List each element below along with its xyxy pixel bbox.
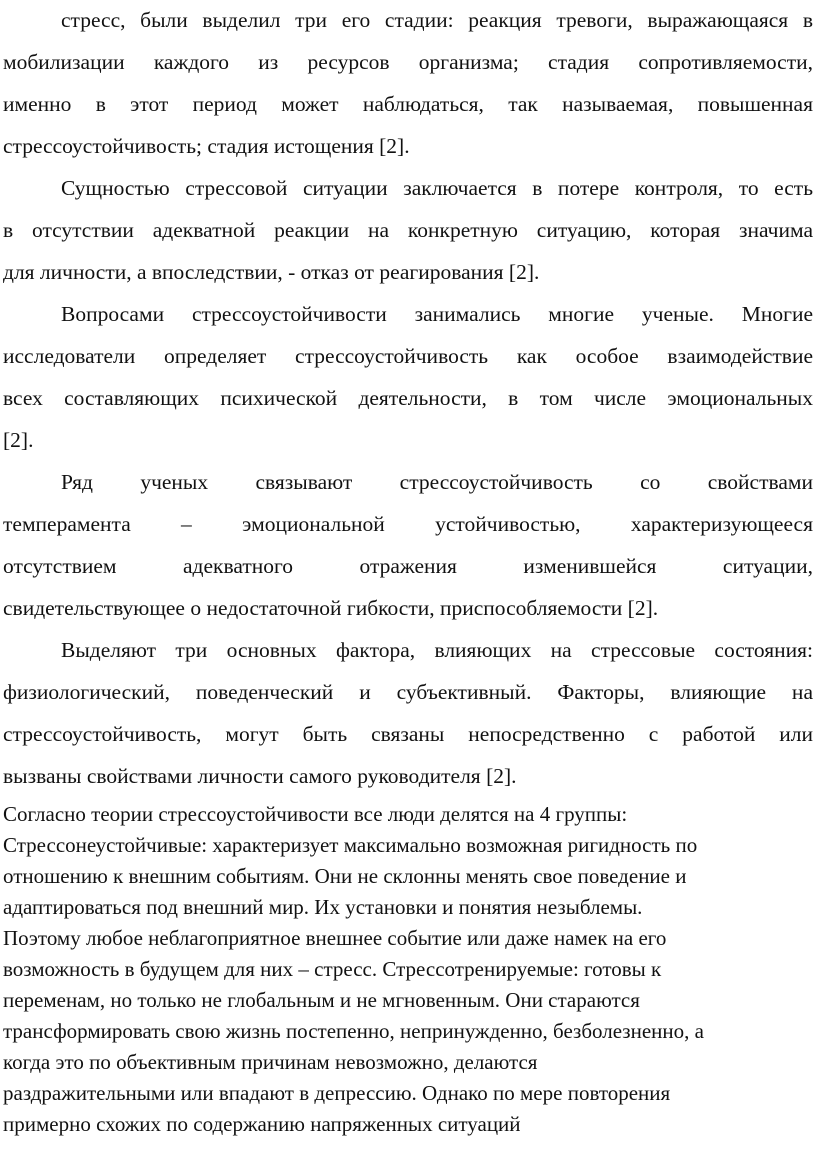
text-line: стрессоустойчивость; стадия истощения [2]. xyxy=(3,134,410,158)
text-line: физиологический, поведенческий и субъективный. Факторы, влияющие на xyxy=(3,680,813,704)
text-line: когда это по объективным причинам невозможно, делаются xyxy=(3,1050,538,1074)
text-line: Поэтому любое неблагоприятное внешнее событие или даже намек на его xyxy=(3,926,667,950)
text-line: всех составляющих психической деятельности, в том числе эмоциональных xyxy=(3,386,813,410)
text-line: стресс, были выделил три его стадии: реакция тревоги, выражающаяся в xyxy=(61,8,813,32)
text-line: Стрессонеустойчивые: характеризует максимально возможная ригидность по xyxy=(3,833,698,857)
text-line: вызваны свойствами личности самого руководителя [2]. xyxy=(3,764,517,788)
text-line: Согласно теории стрессоустойчивости все люди делятся на 4 группы: xyxy=(3,802,628,826)
text-line: примерно схожих по содержанию напряженных ситуаций xyxy=(3,1112,521,1136)
text-line: Ряд ученых связывают стрессоустойчивость со свойствами xyxy=(61,470,813,494)
text-line: Сущностью стрессовой ситуации заключается в потере контроля, то есть xyxy=(61,176,813,200)
text-line: адаптироваться под внешний мир. Их установки и понятия незыблемы. xyxy=(3,895,643,919)
text-line: стрессоустойчивость, могут быть связаны непосредственно с работой или xyxy=(3,722,813,746)
text-line: темперамента – эмоциональной устойчивостью, характеризующееся xyxy=(3,512,813,536)
text-line: переменам, но только не глобальным и не мгновенным. Они стараются xyxy=(3,988,640,1012)
text-line: отсутствием адекватного отражения изменившейся ситуации, xyxy=(3,554,813,578)
text-line: отношению к внешним событиям. Они не склонны менять свое поведение и xyxy=(3,864,687,888)
text-line: свидетельствующее о недостаточной гибкости, приспособляемости [2]. xyxy=(3,596,659,620)
text-line: для личности, а впоследствии, - отказ от реагирования [2]. xyxy=(3,260,540,284)
text-line: в отсутствии адекватной реакции на конкретную ситуацию, которая значима xyxy=(3,218,813,242)
text-line: мобилизации каждого из ресурсов организма; стадия сопротивляемости, xyxy=(3,50,813,74)
text-line: трансформировать свою жизнь постепенно, непринужденно, безболезненно, а xyxy=(3,1019,704,1043)
text-line: Выделяют три основных фактора, влияющих на стрессовые состояния: xyxy=(61,638,813,662)
text-line: исследователи определяет стрессоустойчивость как особое взаимодействие xyxy=(3,344,813,368)
text-line: возможность в будущем для них – стресс. Стрессотренируемые: готовы к xyxy=(3,957,662,981)
text-line: Вопросами стрессоустойчивости занимались многие ученые. Многие xyxy=(61,302,813,326)
text-line: раздражительными или впадают в депрессию. Однако по мере повторения xyxy=(3,1081,671,1105)
text-line: [2]. xyxy=(3,428,34,452)
text-line: именно в этот период может наблюдаться, так называемая, повышенная xyxy=(3,92,813,116)
